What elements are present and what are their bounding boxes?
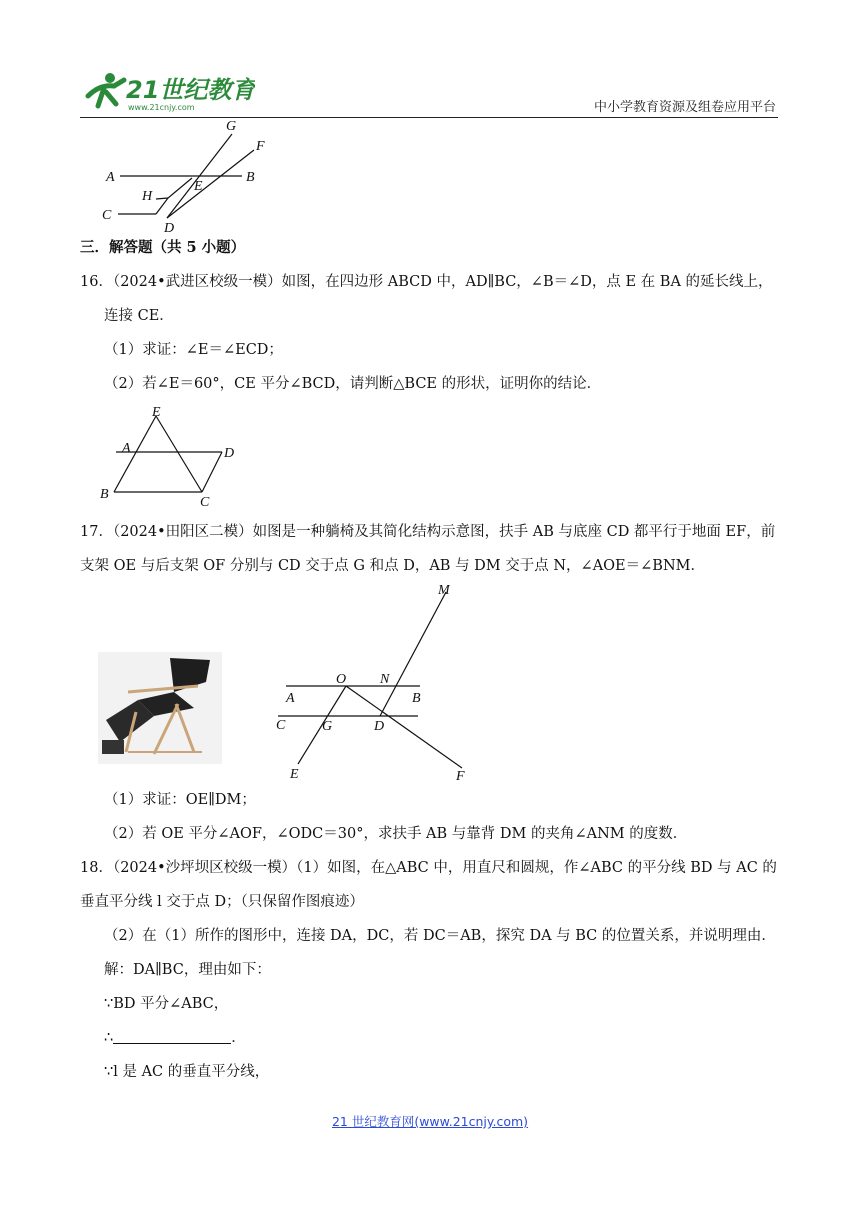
- label-e: E: [194, 179, 203, 194]
- label-n: N: [380, 672, 390, 687]
- q16-part-1: （1）求证：∠E＝∠ECD；: [104, 342, 283, 358]
- page-footer: [0, 1112, 860, 1130]
- label-h: H: [142, 189, 153, 204]
- label-m: M: [438, 583, 450, 598]
- therefore-symbol: ∴: [104, 1030, 114, 1046]
- label-e: E: [290, 767, 299, 782]
- label-a: A: [122, 441, 131, 456]
- q17-text-2: 支架 OE 与后支架 OF 分别与 CD 交于点 G 和点 D，AB 与 DM 交于点 N，∠AOE＝∠BNM．: [80, 558, 705, 574]
- label-o: O: [336, 672, 347, 687]
- label-c: C: [102, 208, 112, 223]
- q16-part-2: （2）若∠E＝60°，CE 平分∠BCD，请判断△BCE 的形状，证明你的结论．: [104, 376, 602, 392]
- platform-name: 中小学教育资源及组卷应用平台: [593, 100, 776, 115]
- label-e: E: [152, 405, 161, 420]
- q16-text-2: 连接 CE．: [104, 308, 174, 324]
- label-d: D: [164, 221, 175, 232]
- figure-q16: [98, 402, 248, 510]
- q17-part-2: （2）若 OE 平分∠AOF，∠ODC＝30°，求扶手 AB 与靠背 DM 的夹角∠ANM 的度数．: [104, 826, 688, 842]
- q18-text-2: 垂直平分线 l 交于点 D；（只保留作图痕迹）: [80, 894, 364, 910]
- figure-q15: [96, 120, 266, 232]
- label-d: D: [224, 446, 235, 461]
- label-a: A: [106, 170, 115, 185]
- label-d: D: [374, 719, 385, 734]
- figure-q17: [270, 578, 480, 784]
- q16-text-1: 16．（2024•武进区校级一模）如图，在四边形 ABCD 中，AD∥BC，∠B＝∠D，点 E 在 BA 的延长线上，: [80, 274, 773, 290]
- label-b: B: [412, 691, 421, 706]
- label-g: G: [322, 719, 333, 734]
- label-c: C: [200, 495, 210, 510]
- label-f: F: [256, 139, 265, 154]
- label-f: F: [456, 769, 465, 784]
- q17-part-1: （1）求证：OE∥DM；: [104, 792, 256, 808]
- q18-solution-4: ∵l 是 AC 的垂直平分线，: [104, 1064, 270, 1080]
- q18-part-2: （2）在（1）所作的图形中，连接 DA，DC，若 DC＝AB，探究 DA 与 BC 的位置关系，并说明理由．: [104, 928, 776, 944]
- logo-url: www.21cnjy.com: [128, 103, 195, 112]
- q18-text-1: 18．（2024•沙坪坝区校级一模）（1）如图，在△ABC 中，用直尺和圆规，作∠ABC 的平分线 BD 与 AC 的: [80, 860, 777, 876]
- logo-text: 21世纪教育: [126, 76, 255, 104]
- label-c: C: [276, 718, 286, 733]
- site-logo: [80, 66, 255, 114]
- sentence-end: ．: [231, 1030, 246, 1046]
- label-b: B: [246, 170, 255, 185]
- q18-solution-3: [104, 1028, 246, 1048]
- q17-text-1: 17．（2024•田阳区二模）如图是一种躺椅及其简化结构示意图，扶手 AB 与底座 CD 都平行于地面 EF，前: [80, 524, 776, 540]
- label-a: A: [286, 691, 295, 706]
- label-g: G: [226, 120, 237, 134]
- footer-link[interactable]: 21 世纪教育网(www.21cnjy.com): [331, 1114, 529, 1129]
- section-title: 三．解答题（共 5 小题）: [80, 239, 246, 256]
- lounge-chair-photo: [98, 652, 222, 764]
- q18-solution-2: ∵BD 平分∠ABC，: [104, 996, 229, 1012]
- header-divider: [80, 117, 778, 118]
- q18-solution-1: 解：DA∥BC，理由如下：: [104, 962, 271, 978]
- label-b: B: [100, 487, 109, 502]
- answer-blank[interactable]: [113, 1029, 231, 1044]
